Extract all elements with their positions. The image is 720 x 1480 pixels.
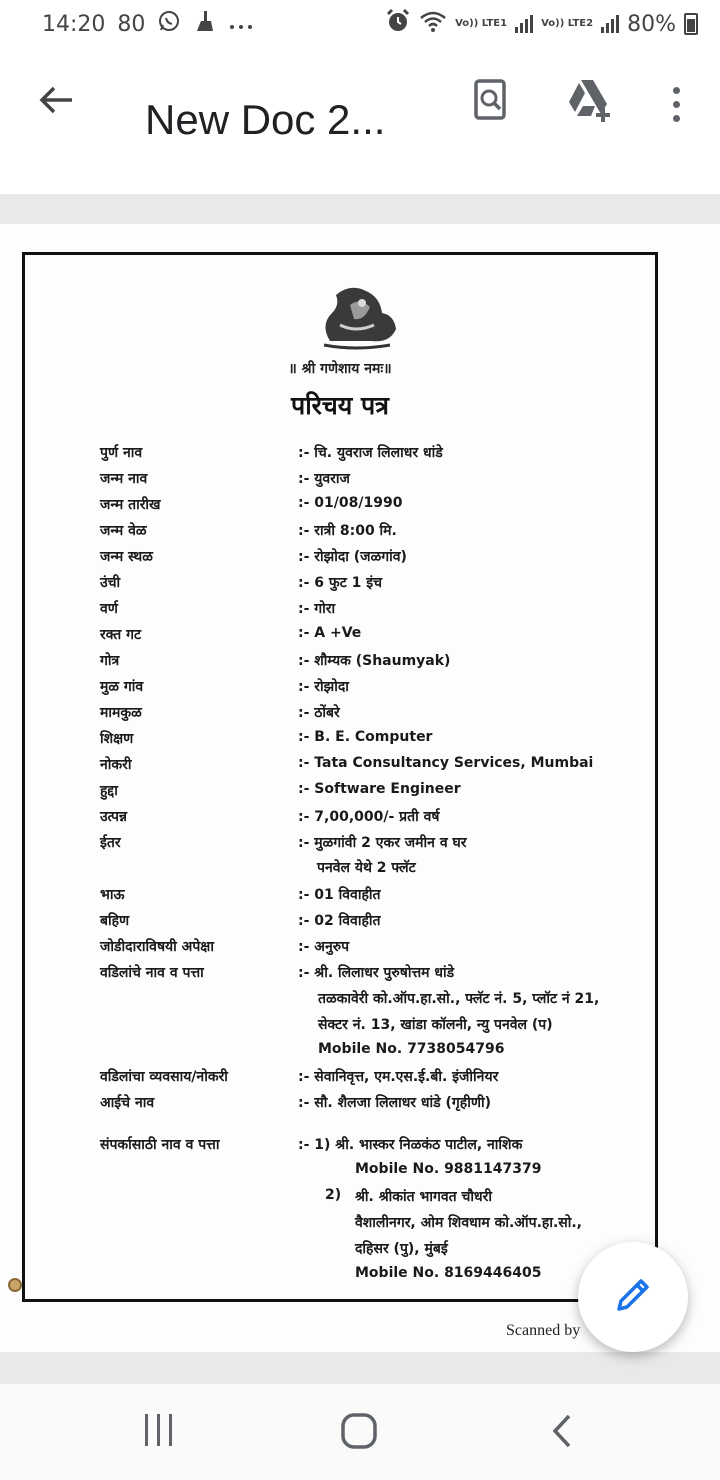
value-father-occupation: :- सेवानिवृत्त, एम.एस.ई.बी. इंजीनियर [298,1069,499,1085]
find-in-document-button[interactable] [470,78,522,130]
label-father-occupation: वडिलांचा व्यवसाय/नोकरी [100,1069,228,1085]
value-native-place: :- रोझोदा [298,679,349,695]
value-complexion: :- गोरा [298,601,336,617]
app-bar [0,48,720,194]
battery-icon [684,13,698,35]
value-blood-group: :- A +Ve [298,625,362,641]
scanned-by-watermark: Scanned by [506,1322,581,1339]
invocation-line: ॥ श्री गणेशाय नमः॥ [288,361,392,377]
contact-1-mobile: Mobile No. 9881147379 [355,1161,542,1177]
network-label-2: Vo)) LTE2 [541,18,594,29]
alarm-icon [385,8,411,40]
document-heading: परिचय पत्र [291,391,389,420]
label-native-place: मुळ गांव [100,679,144,695]
search-document-icon [470,107,510,126]
value-contact-1: :- 1) श्री. भास्कर निळकंठ पाटील, नाशिक [298,1137,523,1153]
label-full-name: पुर्ण नाव [100,445,143,461]
document-title: New Doc 2... [145,96,386,143]
label-birth-time: जन्म वेळ [100,523,147,539]
system-back-button[interactable] [545,1412,579,1450]
contact-2-mobile: Mobile No. 8169446405 [355,1265,542,1281]
label-education: शिक्षण [100,731,134,747]
value-father-name: :- श्री. लिलाधर पुरुषोत्तम धांडे [298,965,455,981]
value-height: :- 6 फुट 1 इंच [298,575,383,591]
value-birth-place: :- रोझोदा (जळगांव) [298,549,407,565]
label-gotra: गोत्र [100,653,120,669]
value-partner-expectation: :- अनुरुप [298,939,350,955]
label-contact: संपर्कासाठी नाव व पत्ता [100,1137,220,1153]
value-job: :- Tata Consultancy Services, Mumbai [298,755,594,771]
label-other: ईतर [100,835,121,851]
notification-count: 80 [117,11,146,37]
arrow-back-icon [38,85,74,119]
label-mother-name: आईचे नाव [100,1095,155,1111]
contact-2-address: वैशालीनगर, ओम शिवधाम को.ऑप.हा.सो., [355,1215,582,1231]
battery-percent: 80% [627,11,676,37]
ganesha-emblem-image [310,275,402,351]
label-birth-name: जन्म नाव [100,471,148,487]
label-partner-expectation: जोडीदाराविषयी अपेक्षा [100,939,214,955]
label-blood-group: रक्त गट [100,627,142,643]
wifi-icon [419,10,447,38]
value-other: :- मुळगांवी 2 एकर जमीन व घर [298,835,467,851]
more-notifications-icon [229,12,253,37]
status-bar [0,0,720,48]
clock: 14:20 [42,11,106,37]
home-button[interactable] [340,1412,378,1450]
value-birth-time: :- रात्री 8:00 मि. [298,523,397,539]
father-address-line: तळकावेरी को.ऑप.हा.सो., फ्लॅट नं. 5, प्लॉट नं 21, [318,991,600,1007]
add-to-drive-button[interactable] [565,78,621,130]
value-maternal-family: :- ठोंबरे [298,705,340,721]
contact-2-name: श्री. श्रीकांत भागवत चौधरी [355,1189,492,1205]
recent-apps-button[interactable] [138,1414,178,1450]
cleaner-icon [193,9,217,39]
value-sister: :- 02 विवाहीत [298,913,381,929]
document-page [0,224,720,1352]
pencil-icon [613,1275,653,1319]
father-address-line: सेक्टर नं. 13, खांडा कॉलनी, न्यु पनवेल (प) [318,1017,553,1033]
contact-2-address: दहिसर (पु), मुंबई [355,1241,448,1257]
more-vert-icon [673,87,680,94]
value-income: :- 7,00,000/- प्रती वर्ष [298,809,440,825]
value-other-continuation: पनवेल येथे 2 फ्लॅट [317,860,416,876]
value-birth-name: :- युवराज [298,471,350,487]
value-birth-date: :- 01/08/1990 [298,495,403,511]
punch-hole [8,1278,22,1292]
chevron-left-icon [545,1435,579,1454]
value-mother-name: :- सौ. शैलजा लिलाधर धांडे (गृहीणी) [298,1095,491,1111]
value-designation: :- Software Engineer [298,781,461,797]
system-navigation-bar [0,1384,720,1480]
signal-icon-2 [601,15,619,33]
edit-button[interactable] [578,1242,688,1352]
contact-2-number: 2) [325,1187,342,1203]
home-icon [340,1435,378,1454]
label-sister: बहिण [100,913,130,929]
signal-icon-1 [515,15,533,33]
whatsapp-icon [157,9,181,39]
label-maternal-family: मामकुळ [100,705,142,721]
label-birth-date: जन्म तारीख [100,497,161,513]
father-mobile: Mobile No. 7738054796 [318,1041,505,1057]
label-job: नोकरी [100,757,132,773]
label-designation: हुद्दा [100,783,118,799]
network-label-1: Vo)) LTE1 [455,18,508,29]
value-full-name: :- चि. युवराज लिलाधर धांडे [298,445,443,461]
label-birth-place: जन्म स्थळ [100,549,153,565]
more-options-button[interactable] [652,78,700,130]
back-button[interactable] [30,76,82,128]
label-income: उत्पन्न [100,809,127,825]
value-education: :- B. E. Computer [298,729,433,745]
label-height: उंची [100,575,121,591]
document-border [22,252,658,1302]
document-viewer[interactable] [0,194,720,1384]
label-father-name-address: वडिलांचे नाव व पत्ता [100,965,204,981]
value-gotra: :- शौम्यक (Shaumyak) [298,653,451,669]
label-complexion: वर्ण [100,601,118,617]
drive-add-icon [565,107,617,126]
value-brother: :- 01 विवाहीत [298,887,381,903]
label-brother: भाऊ [100,887,125,903]
